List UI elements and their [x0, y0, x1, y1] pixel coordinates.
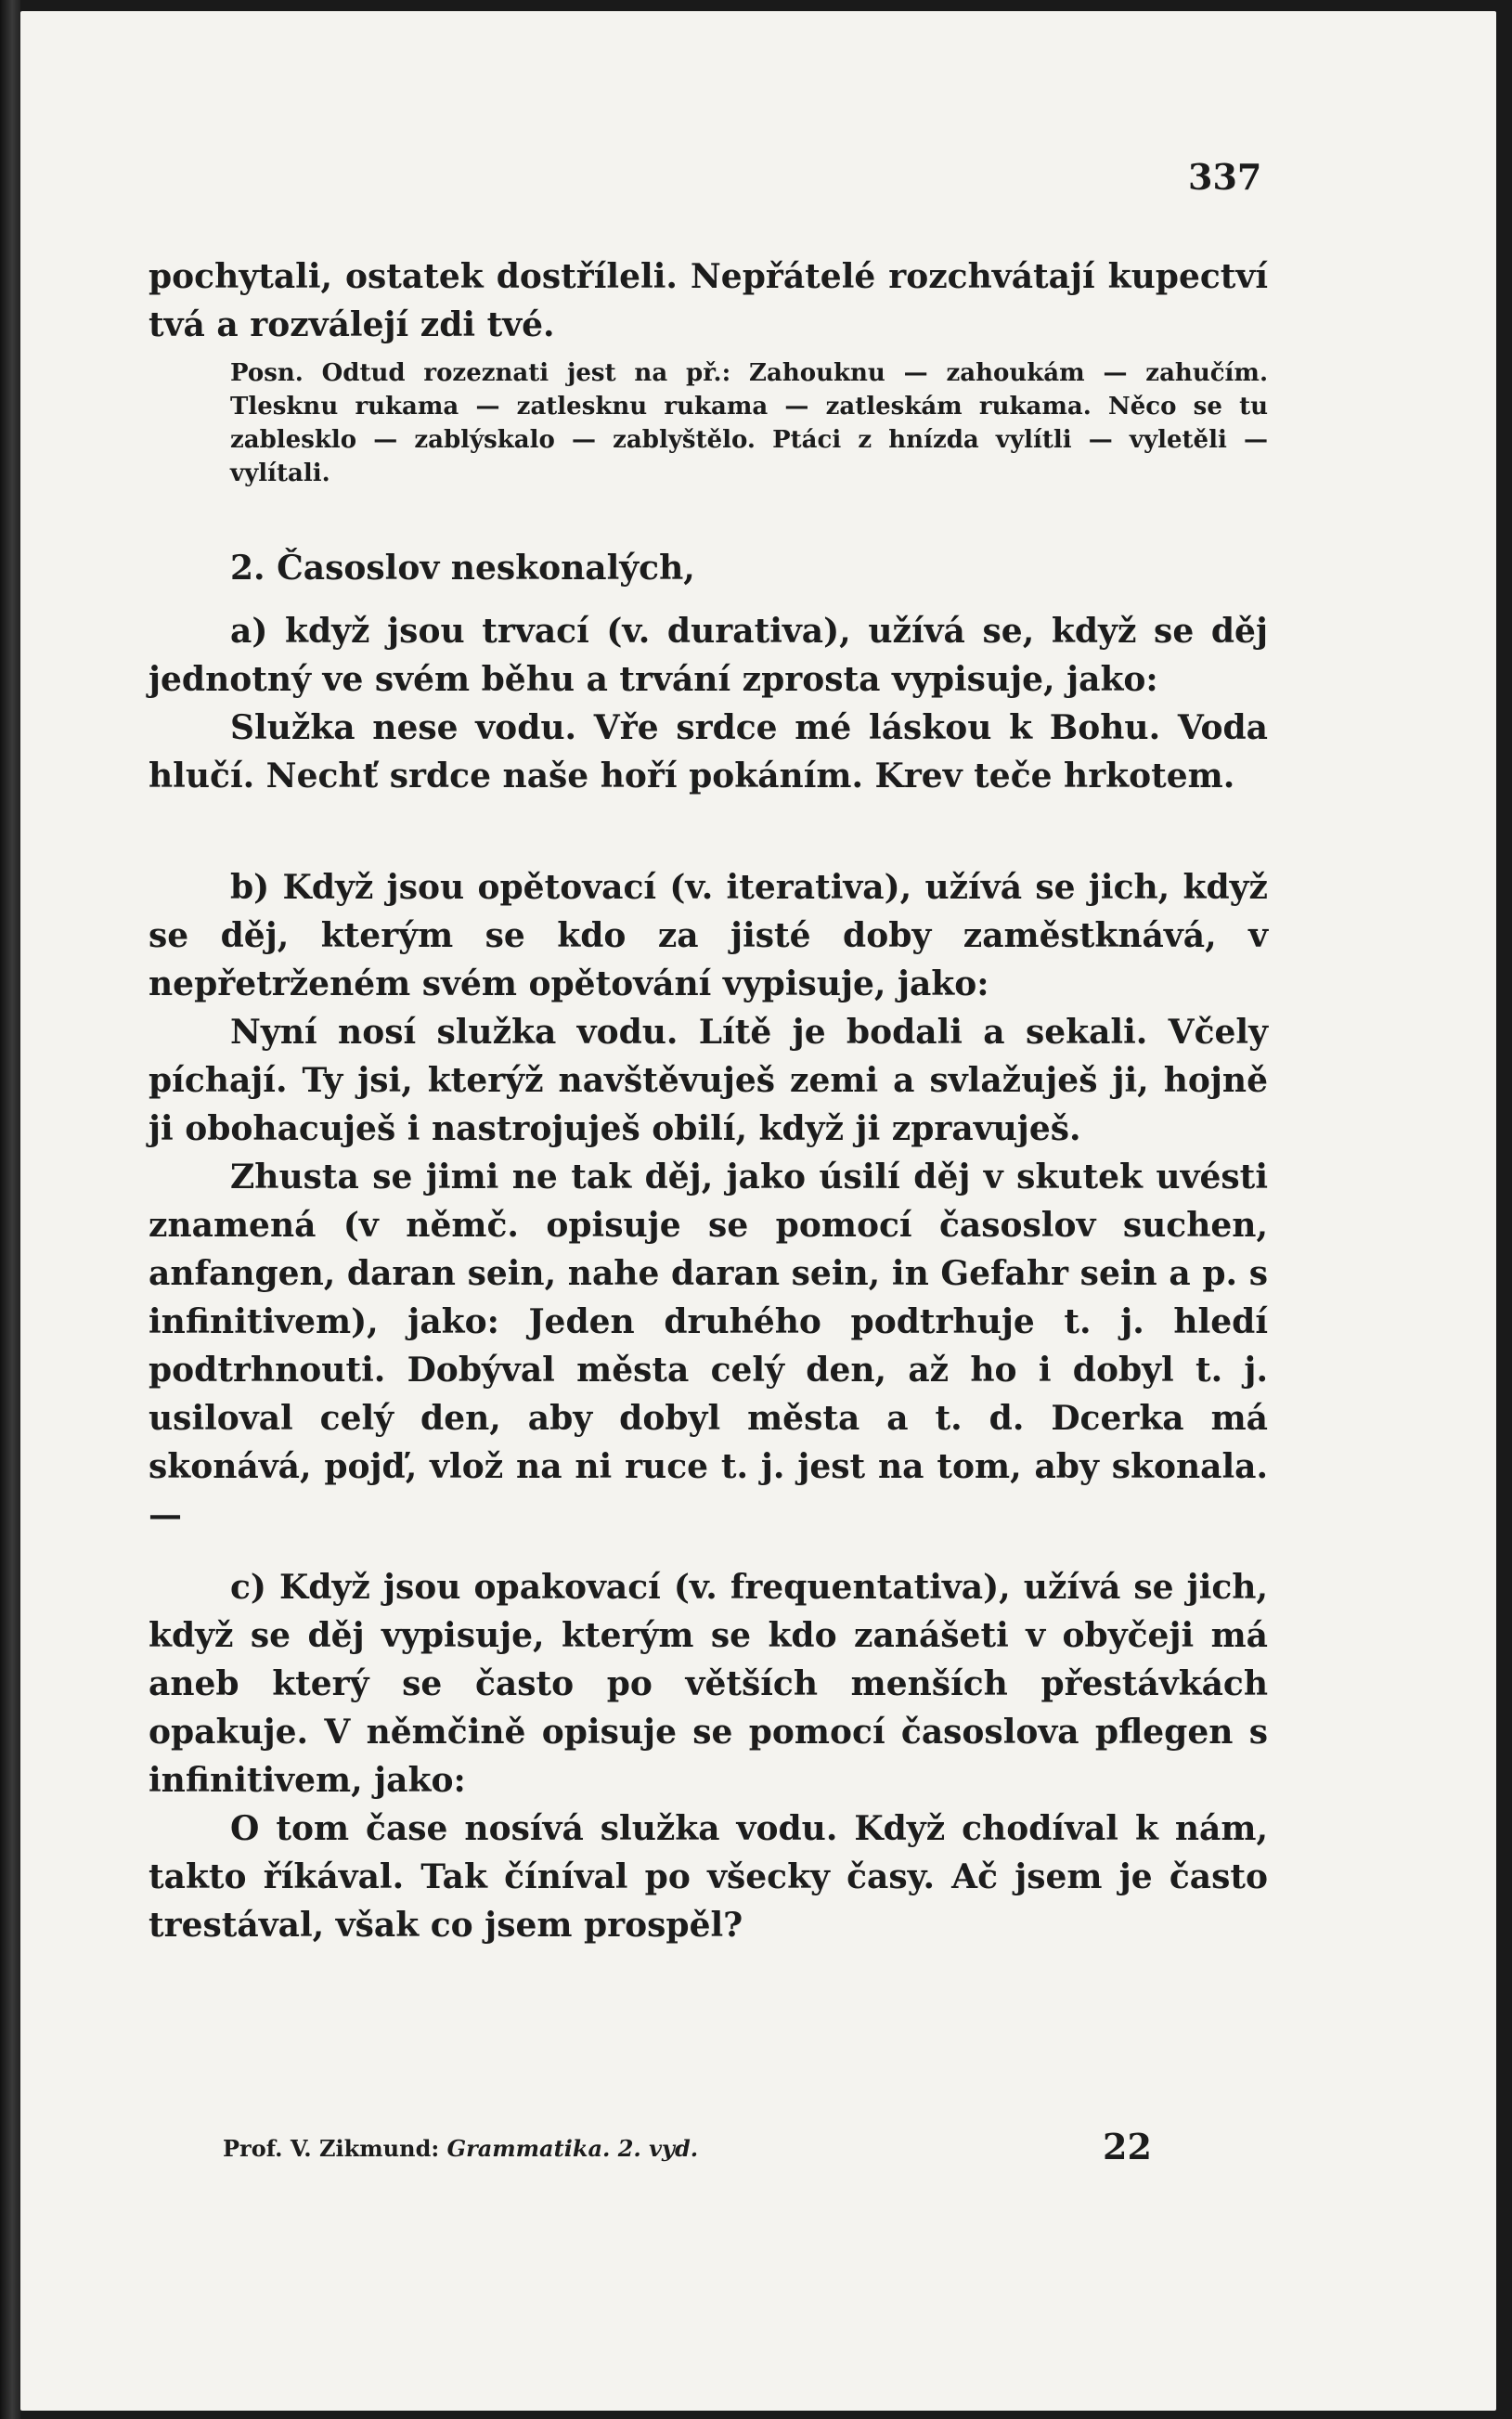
note-text: Posn. Odtud rozeznati jest na př.: Zahouknu — zahoukám — zahučím. Tlesknu rukama — zatlesknu rukama — zatleskám rukama. Něco se tu zablesklo — zablýskalo — zablyštělo. Ptáci z hnízda vylítli — vyletěli — vylítali.: [230, 359, 1268, 487]
page-number: 337: [1188, 156, 1262, 198]
book-spine: [0, 0, 20, 2419]
footer-citation: [223, 2135, 698, 2162]
footer-signature: 22: [1103, 2126, 1152, 2167]
section-b-example: Nyní nosí služka vodu. Lítě je bodali a sekali. Včely píchají. Ty jsi, kterýž navštěvuješ zemi a svlažuješ ji, hojně ji obohacuješ i nastrojuješ obilí, když ji zpravuješ.: [149, 1013, 1268, 1148]
section-a-text: a) když jsou trvací (v. durativa), užívá se, když se děj jednotný ve svém běhu a trvání zprosta vypisuje, jako:: [149, 612, 1268, 699]
section-b-note: Zhusta se jimi ne tak děj, jako úsilí děj v skutek uvésti znamená (v němč. opisuje se pomocí časoslov suchen, anfangen, daran sein, nahe daran sein, in Gefahr sein a p. s infinitivem), jako: Jeden druhého podtrhuje t. j. hledí podtrhnouti. Dobýval města celý den, až ho i dobyl t. j. usiloval celý den, aby dobyl města a t. d. Dcerka má skonává, pojď, vlož na ni ruce t. j. jest na tom, aby skonala. —: [149, 1158, 1268, 1534]
section-a: [149, 607, 1268, 800]
section-c: [149, 1563, 1268, 1949]
footer-author: Prof. V. Zikmund:: [223, 2135, 440, 2162]
footer-title: Grammatika. 2. vyd.: [446, 2135, 699, 2162]
section-heading: 2. Časoslov neskonalých,: [230, 549, 695, 588]
section-a-example: Služka nese vodu. Vře srdce mé láskou k Bohu. Voda hlučí. Nechť srdce naše hoří pokáním. Krev teče hrkotem.: [149, 708, 1268, 796]
section-b-text: b) Když jsou opětovací (v. iterativa), užívá se jich, když se děj, kterým se kdo za jisté doby zaměstknává, v nepřetrženém svém opětování vypisuje, jako:: [149, 868, 1268, 1003]
paragraph-continuation: [149, 252, 1268, 349]
section-c-text: c) Když jsou opakovací (v. frequentativa), užívá se jich, když se děj vypisuje, kterým se kdo zanášeti v obyčeji má aneb který se často po větších menších přestávkách opakuje. V němčině opisuje se pomocí časoslova pflegen s infinitivem, jako:: [149, 1568, 1268, 1800]
section-b: [149, 863, 1268, 1539]
paragraph-1: pochytali, ostatek dostříleli. Nepřátelé rozchvátají kupectví tvá a rozválejí zdi tvé.: [149, 257, 1268, 344]
section-c-example: O tom čase nosívá služka vodu. Když chodíval k nám, takto říkával. Tak číníval po všecky časy. Ač jsem je často trestával, však co jsem prospěl?: [149, 1809, 1268, 1945]
note-block: [230, 356, 1268, 490]
